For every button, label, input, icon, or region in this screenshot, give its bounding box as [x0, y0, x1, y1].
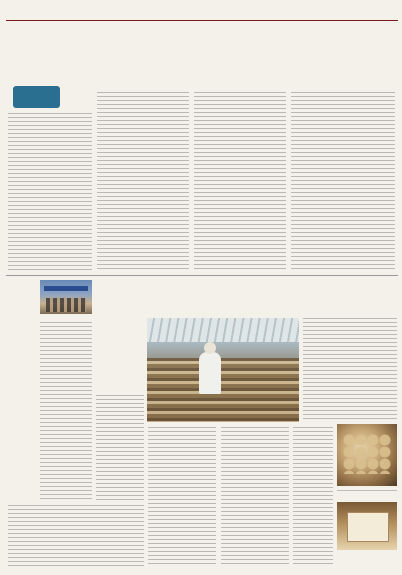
photo-people: [46, 298, 86, 312]
bottom-text-col-right: [303, 318, 397, 422]
top-text-col-2: [97, 92, 189, 272]
worker-head: [204, 342, 216, 354]
mushroom-racks: [147, 358, 299, 422]
section-divider: [6, 275, 398, 276]
top-text-col-4: [291, 92, 395, 272]
mushroom-farm-photo: [147, 318, 299, 422]
masthead-rule: [6, 20, 398, 21]
mushroom-caps: [343, 434, 391, 474]
top-text-col-1: [8, 113, 92, 273]
top-text-col-3: [194, 92, 286, 272]
worker-figure: [199, 352, 221, 394]
economic-observer-logo: [13, 86, 60, 108]
bottom-text-col-2: [221, 427, 289, 567]
mushroom-closeup-photo: [337, 424, 397, 486]
bottom-text-col-3: [293, 427, 333, 567]
side-text-col-2: [96, 395, 144, 502]
mushroom-product-photo: [337, 502, 397, 550]
bottom-text-col-1: [148, 427, 216, 567]
greenhouse-roof: [147, 318, 299, 342]
side-text-bottom: [8, 505, 144, 567]
bottom-photo-rule: [337, 490, 397, 491]
side-text-col-1: [40, 322, 92, 502]
photo-banner: [44, 286, 88, 291]
product-box: [347, 512, 389, 542]
clean-finance-photo: [40, 280, 92, 314]
